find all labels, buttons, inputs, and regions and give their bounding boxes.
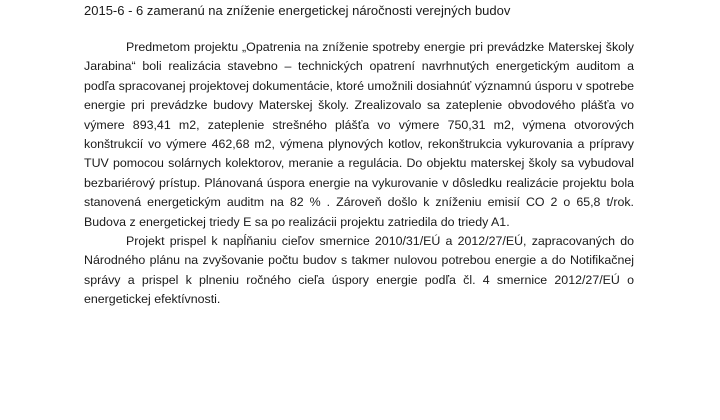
document-heading: 2015-6 - 6 zameranú na zníženie energetickej náročnosti verejných budov	[84, 3, 511, 18]
paragraph-project-contribution: Projekt prispel k napĺňaniu cieľov smernice 2010/31/EÚ a 2012/27/EÚ, zapracovaných do Národného plánu na zvyšovanie počtu budov s takmer nulovou potrebou energie a do Notifikačnej správy a prispel k plneniu ročného cieľa úspory energie podľa čl. 4 smernice 2012/27/EÚ o energetickej efektívnosti.	[84, 234, 634, 307]
paragraph-project-description: Predmetom projektu „Opatrenia na zníženie spotreby energie pri prevádzke Materskej školy Jarabina“ boli realizácia stavebno – technických opatrení navrhnutých energetickým auditom a podľa spracovanej projektovej dokumentácie, ktoré umožnili dosiahnúť významnú úsporu v spotrebe energie pri prevádzke budovy Materskej školy. Zrealizovalo sa zateplenie obvodového plášťa vo výmere 893,41 m2, zateplenie strešného plášťa vo výmere 750,31 m2, výmena otvorových konštrukcií vo výmere 462,68 m2, výmena plynových kotlov, rekonštrukcia vykurovania a prípravy TUV pomocou solárnych kolektorov, meranie a regulácia. Do objektu materskej školy sa vybudoval bezbariérový prístup. Plánovaná úspora energie na vykurovanie v dôsledku realizácie projektu bola stanovená energetickým auditm na 82 % . Zároveň došlo k zníženiu emisií CO 2 o 65,8 t/rok. Budova z energetickej triedy E sa po realizácii projektu zatriedila do triedy A1.	[84, 40, 634, 229]
document-body	[84, 38, 634, 310]
